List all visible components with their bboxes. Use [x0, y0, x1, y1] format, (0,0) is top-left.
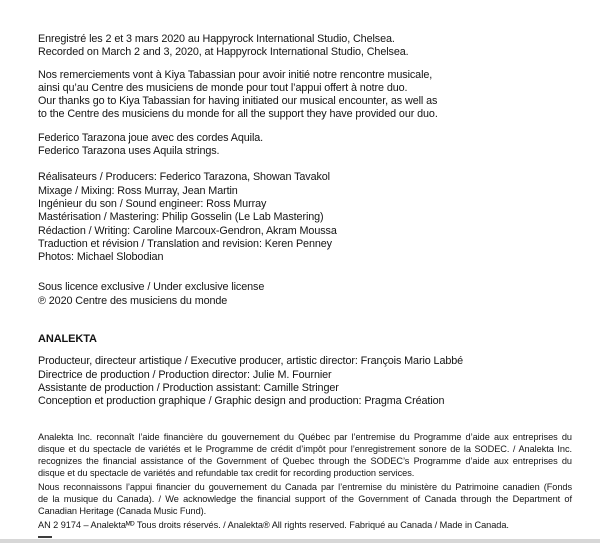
sodec-line-1: Analekta Inc. reconnaît l’aide financière du gouvernement du Québec par l’entremise du Programme d’aide aux entreprises du: [38, 431, 572, 442]
strings-line-fr: Federico Tarazona joue avec des cordes Aquila.: [38, 131, 264, 144]
canada-line-1: Nous reconnaissons l’appui financier du gouvernement du Canada par l’entremise du ministère du Patrimoine canadien (Fonds: [38, 481, 572, 492]
thanks-line-fr-2: ainsi qu’au Centre des musiciens de monde pour tout l’appui offert à notre duo.: [38, 81, 408, 94]
legal-fine-print: [38, 431, 572, 531]
analekta-credits-list: [38, 355, 572, 408]
sodec-line-2: disque et du spectacle de variétés et le Programme de crédit d’impôt pour l’enregistrement sonore de la SODEC. / Analekta Inc.: [38, 443, 572, 454]
credit-producers: Réalisateurs / Producers: Federico Tarazona, Showan Tavakol: [38, 171, 330, 184]
license-paragraph: [38, 281, 572, 308]
credit-sound-engineer: Ingénieur du son / Sound engineer: Ross Murray: [38, 197, 267, 210]
acknowledgements-paragraph: [38, 69, 572, 122]
analekta-executive-producer: Producteur, directeur artistique / Executive producer, artistic director: François Mario Labbé: [38, 355, 464, 368]
analekta-heading: ANALEKTA: [38, 333, 97, 346]
phonogram-copyright-line: ℗ 2020 Centre des musiciens du monde: [38, 294, 228, 307]
credit-translation: Traduction et révision / Translation and revision: Keren Penney: [38, 237, 332, 250]
recording-info-paragraph: [38, 33, 572, 60]
page-divider-dash: [38, 536, 52, 539]
credit-writing: Rédaction / Writing: Caroline Marcoux-Gendron, Akram Moussa: [38, 224, 337, 237]
booklet-credits-page: [38, 33, 572, 538]
thanks-line-fr-1: Nos remerciements vont à Kiya Tabassian pour avoir initié notre rencontre musicale,: [38, 68, 433, 81]
bottom-edge-strip: [0, 539, 600, 543]
strings-line-en: Federico Tarazona uses Aquila strings.: [38, 145, 220, 158]
catalog-rights-paragraph: [38, 519, 572, 531]
license-line: Sous licence exclusive / Under exclusive license: [38, 281, 265, 294]
credit-mastering: Mastérisation / Mastering: Philip Gosselin (Le Lab Mastering): [38, 211, 324, 224]
production-credits-list: [38, 171, 572, 264]
analekta-production-director: Directrice de production / Production director: Julie M. Fournier: [38, 368, 332, 381]
analekta-graphic-design: Conception et production graphique / Graphic design and production: Pragma Création: [38, 395, 445, 408]
strings-note-paragraph: [38, 132, 572, 159]
credit-mixing: Mixage / Mixing: Ross Murray, Jean Martin: [38, 184, 238, 197]
recording-line-fr: Enregistré les 2 et 3 mars 2020 au Happyrock International Studio, Chelsea.: [38, 33, 395, 45]
credit-photos: Photos: Michael Slobodian: [38, 251, 164, 264]
canada-funding-paragraph: [38, 481, 572, 517]
canada-line-2: de la musique du Canada). / We acknowledge the financial support of the Government of Canada through the Department of: [38, 493, 572, 504]
sodec-line-4: disque et du spectacle de variétés and refundable tax credit for recording production services.: [38, 467, 415, 478]
thanks-line-en-1: Our thanks go to Kiya Tabassian for having initiated our musical encounter, as well as: [38, 95, 438, 108]
canada-line-3: Canadian Heritage (Canada Music Fund).: [38, 505, 207, 516]
catalog-rights-line: AN 2 9174 – Analektaᴹᴰ Tous droits réservés. / Analekta® All rights reserved. Fabriqué au Canada / Made in Canada.: [38, 519, 509, 530]
thanks-line-en-2: to the Centre des musiciens du monde for all the support they have provided our duo.: [38, 108, 438, 121]
recording-line-en: Recorded on March 2 and 3, 2020, at Happyrock International Studio, Chelsea.: [38, 46, 409, 59]
sodec-line-3: recognizes the financial assistance of the Government of Quebec through the SODEC’s Programme d’aide aux entreprises du: [38, 455, 572, 466]
sodec-funding-paragraph: [38, 431, 572, 479]
analekta-production-assistant: Assistante de production / Production assistant: Camille Stringer: [38, 381, 339, 394]
